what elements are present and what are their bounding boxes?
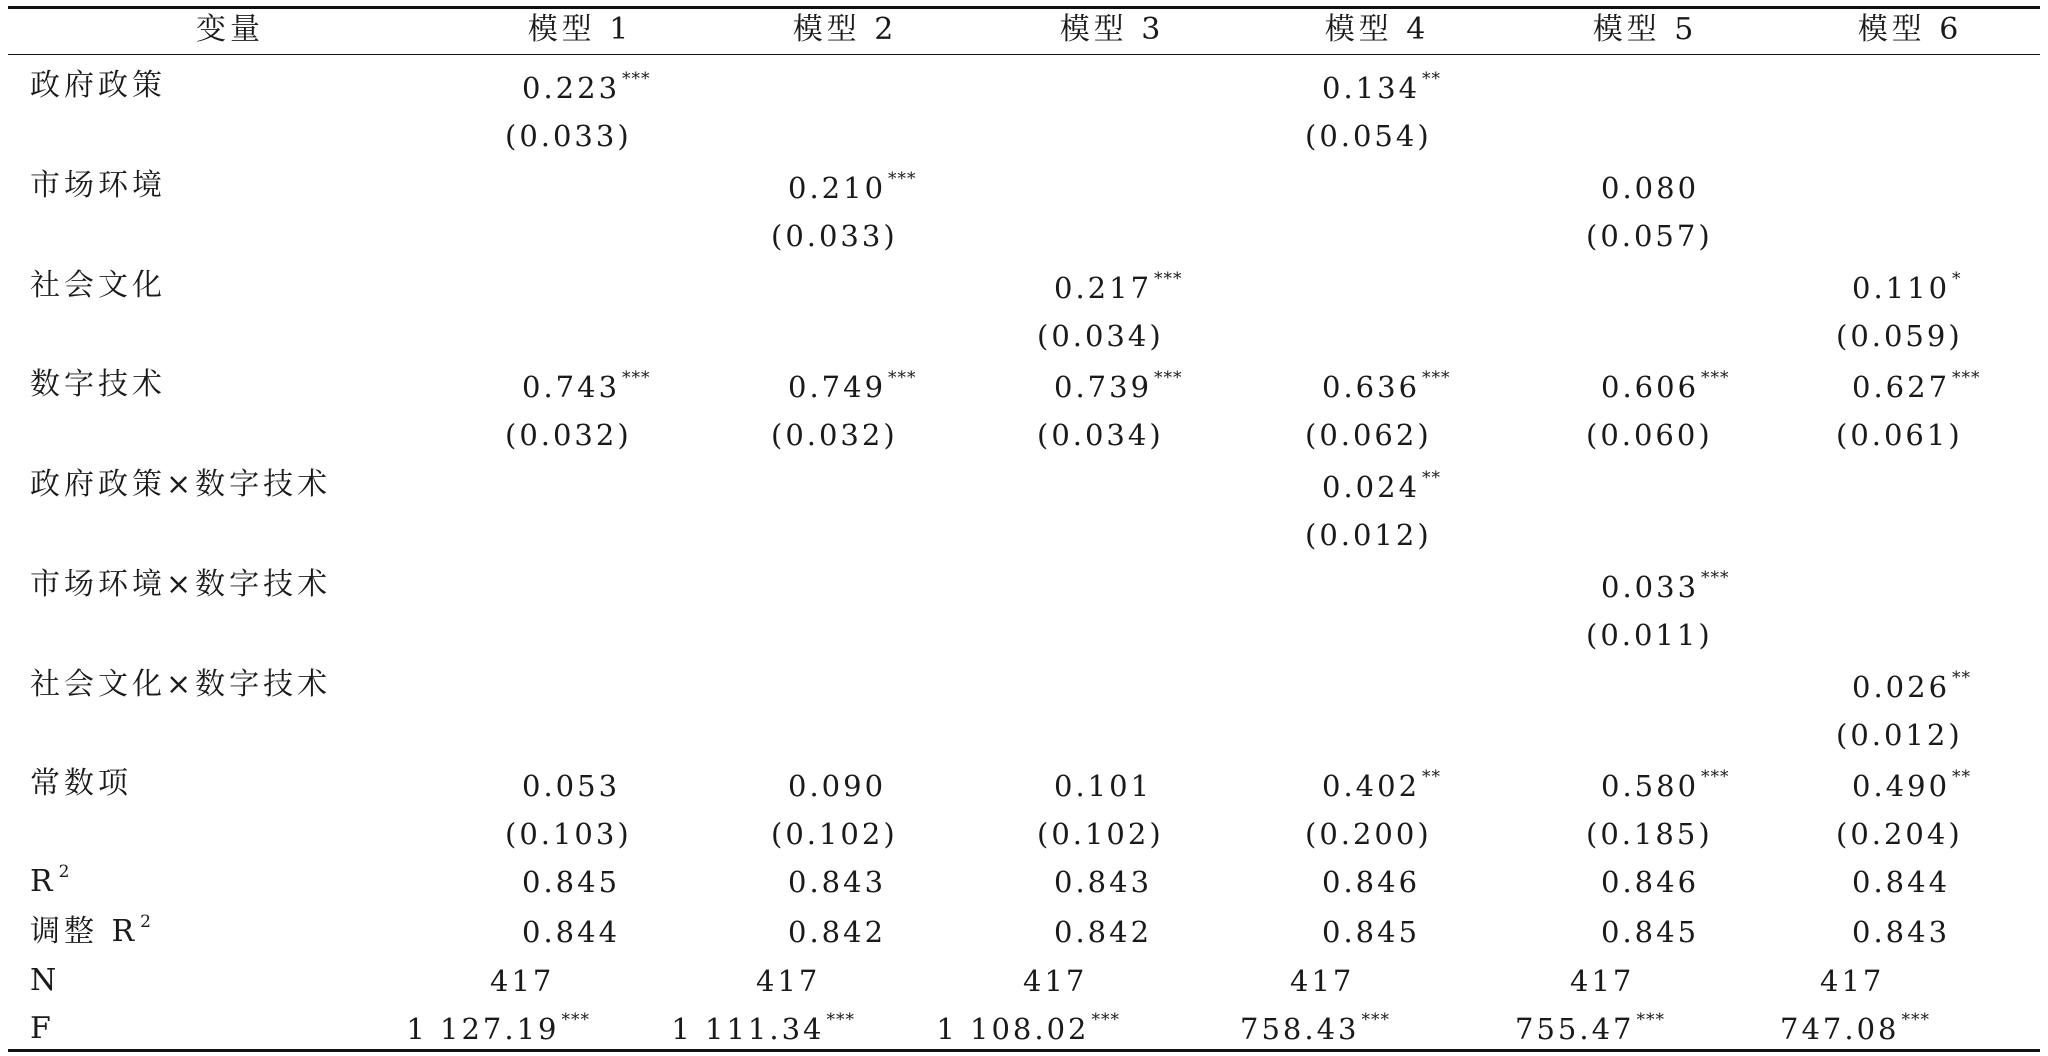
coef-cell-text: 0.606 <box>1601 370 1700 404</box>
stat-value-text: 417 <box>490 964 555 998</box>
se-cell-text: (0.102) <box>771 817 898 851</box>
coef-cell <box>1322 369 1451 410</box>
se-cell <box>1037 318 1164 354</box>
se-cell <box>771 218 898 254</box>
stat-value <box>1054 864 1152 900</box>
stat-label-text: 调整 R <box>30 914 139 949</box>
coef-cell-text: 0.101 <box>1054 769 1153 803</box>
coef-cell-significance: *** <box>622 69 651 89</box>
stat-value <box>788 864 886 900</box>
se-cell-text: (0.032) <box>505 418 632 452</box>
coef-cell <box>1852 369 1981 410</box>
coef-cell <box>788 369 917 410</box>
stat-value <box>522 864 620 900</box>
header-model-1-text: 模型 1 <box>527 12 633 47</box>
se-cell <box>505 118 632 154</box>
coef-cell-significance: *** <box>1952 368 1981 388</box>
stat-value <box>1601 864 1699 900</box>
stat-value-text: 1 108.02 <box>936 1012 1090 1046</box>
stat-value-text: 747.08 <box>1780 1012 1900 1046</box>
coef-cell-significance: *** <box>1154 368 1183 388</box>
se-cell-text: (0.011) <box>1586 618 1713 652</box>
coef-cell <box>1852 768 1971 809</box>
stat-value-significance: *** <box>826 1010 855 1030</box>
coef-cell <box>1601 569 1730 610</box>
header-model-4 <box>1325 12 1430 48</box>
coef-cell <box>1852 270 1962 311</box>
header-model-4-text: 模型 4 <box>1324 12 1430 47</box>
stat-value-text: 0.846 <box>1322 865 1421 899</box>
coef-cell <box>1322 469 1441 510</box>
stat-value <box>756 963 820 999</box>
se-cell-text: (0.033) <box>505 119 632 153</box>
stat-value-text: 417 <box>756 964 821 998</box>
stat-value-significance: *** <box>561 1010 590 1030</box>
stat-label <box>30 1011 55 1047</box>
stat-value-significance: *** <box>1091 1010 1120 1030</box>
coef-cell-significance: ** <box>1422 767 1442 787</box>
coef-cell <box>1601 369 1730 410</box>
se-cell-text: (0.200) <box>1305 817 1432 851</box>
coef-cell <box>1601 170 1699 206</box>
se-cell-text: (0.204) <box>1836 817 1963 851</box>
row-label-text: 数字技术 <box>30 367 166 402</box>
stat-value-text: 417 <box>1023 964 1088 998</box>
header-rule <box>8 54 2040 55</box>
coef-cell-text: 0.627 <box>1852 370 1951 404</box>
stat-value-text: 0.844 <box>1852 865 1951 899</box>
stat-value <box>1290 963 1354 999</box>
stat-label-text: R <box>30 864 57 899</box>
coef-cell <box>788 768 886 804</box>
coef-cell-significance: *** <box>1701 368 1730 388</box>
coef-cell <box>1054 369 1183 410</box>
stat-value-text: 0.842 <box>788 915 887 949</box>
stat-label-significance: 2 <box>140 912 152 932</box>
stat-value-text: 417 <box>1290 964 1355 998</box>
stat-value <box>788 914 886 950</box>
coef-cell-text: 0.210 <box>788 171 887 205</box>
se-cell <box>1305 118 1432 154</box>
stat-value <box>1023 963 1087 999</box>
row-label-text: 社会文化 <box>30 268 166 303</box>
se-cell <box>1305 517 1432 553</box>
se-cell-text: (0.032) <box>771 418 898 452</box>
stat-label <box>30 963 60 999</box>
stat-value-text: 0.842 <box>1054 915 1153 949</box>
top-rule <box>8 6 2040 9</box>
coef-cell-significance: *** <box>1422 368 1451 388</box>
coef-cell-significance: *** <box>1154 269 1183 289</box>
se-cell <box>1586 218 1713 254</box>
coef-cell <box>522 768 620 804</box>
stat-label <box>30 914 152 954</box>
coef-cell-text: 0.110 <box>1852 271 1951 305</box>
row-label <box>30 68 166 104</box>
se-cell <box>1836 816 1963 852</box>
row-label-text: 市场环境 <box>30 168 166 203</box>
stat-value <box>1322 914 1420 950</box>
stat-value-text: 0.845 <box>1601 915 1700 949</box>
stat-value <box>1570 963 1634 999</box>
header-model-3-text: 模型 3 <box>1059 12 1165 47</box>
stat-label-significance: 2 <box>58 862 71 882</box>
row-label-text: 社会文化×数字技术 <box>30 667 332 702</box>
stat-value <box>1852 864 1950 900</box>
coef-cell-text: 0.743 <box>522 370 621 404</box>
se-cell-text: (0.012) <box>1836 718 1963 752</box>
se-cell <box>1305 417 1432 453</box>
stat-value <box>1820 963 1884 999</box>
se-cell-text: (0.034) <box>1037 418 1164 452</box>
se-cell-text: (0.057) <box>1586 219 1713 253</box>
header-model-3 <box>1060 12 1165 48</box>
se-cell-text: (0.061) <box>1836 418 1963 452</box>
coef-cell-text: 0.134 <box>1322 71 1421 105</box>
se-cell-text: (0.102) <box>1037 817 1164 851</box>
coef-cell-significance: ** <box>1422 69 1442 89</box>
coef-cell-significance: *** <box>1701 767 1730 787</box>
header-variable-text: 变量 <box>196 12 264 47</box>
stat-value-text: 755.47 <box>1515 1012 1635 1046</box>
se-cell <box>1037 816 1164 852</box>
row-label <box>30 567 331 603</box>
se-cell <box>505 816 632 852</box>
header-model-5-text: 模型 5 <box>1592 12 1698 47</box>
coef-cell-text: 0.053 <box>522 769 621 803</box>
se-cell-text: (0.185) <box>1586 817 1713 851</box>
se-cell <box>1586 617 1713 653</box>
row-label <box>30 667 331 703</box>
stat-value <box>522 914 620 950</box>
stat-value-text: 0.845 <box>1322 915 1421 949</box>
coef-cell <box>1054 270 1183 311</box>
coef-cell <box>1054 768 1152 804</box>
se-cell-text: (0.054) <box>1305 119 1432 153</box>
header-variable <box>196 12 264 48</box>
row-label <box>30 268 166 304</box>
stat-value <box>406 1011 590 1052</box>
se-cell <box>505 417 632 453</box>
stat-value-text: 1 111.34 <box>671 1012 825 1046</box>
header-model-6-text: 模型 6 <box>1857 12 1963 47</box>
se-cell <box>1836 318 1963 354</box>
stat-value <box>1780 1011 1930 1052</box>
coef-cell <box>1322 768 1441 809</box>
stat-value <box>936 1011 1120 1052</box>
se-cell-text: (0.060) <box>1586 418 1713 452</box>
se-cell <box>1836 417 1963 453</box>
row-label <box>30 467 331 503</box>
stat-value-text: 0.845 <box>522 865 621 899</box>
header-model-1 <box>528 12 633 48</box>
coef-cell-text: 0.636 <box>1322 370 1421 404</box>
coef-cell-significance: ** <box>1422 468 1442 488</box>
stat-value <box>1054 914 1152 950</box>
row-label <box>30 766 132 802</box>
stat-value <box>1322 864 1420 900</box>
coef-cell <box>522 369 651 410</box>
coef-cell <box>1852 669 1971 710</box>
se-cell <box>1305 816 1432 852</box>
stat-value-text: 1 127.19 <box>406 1012 560 1046</box>
stat-label-text: F <box>30 1011 55 1046</box>
coef-cell-text: 0.402 <box>1322 769 1421 803</box>
header-model-5 <box>1593 12 1698 48</box>
coef-cell-text: 0.749 <box>788 370 887 404</box>
stat-value-text: 417 <box>1570 964 1635 998</box>
coef-cell <box>1601 768 1730 809</box>
se-cell <box>1586 417 1713 453</box>
coef-cell-text: 0.024 <box>1322 470 1421 504</box>
coef-cell <box>788 170 917 211</box>
coef-cell-text: 0.490 <box>1852 769 1951 803</box>
coef-cell-significance: ** <box>1952 668 1972 688</box>
stat-value-text: 0.843 <box>788 865 887 899</box>
se-cell-text: (0.103) <box>505 817 632 851</box>
stat-value-significance: *** <box>1361 1010 1390 1030</box>
se-cell <box>771 816 898 852</box>
coef-cell-text: 0.739 <box>1054 370 1153 404</box>
coef-cell-text: 0.223 <box>522 71 621 105</box>
header-model-2-text: 模型 2 <box>792 12 898 47</box>
row-label-text: 市场环境×数字技术 <box>30 567 332 602</box>
stat-value-text: 0.846 <box>1601 865 1700 899</box>
se-cell-text: (0.033) <box>771 219 898 253</box>
stat-value <box>1515 1011 1665 1052</box>
coef-cell-significance: *** <box>622 368 651 388</box>
se-cell <box>771 417 898 453</box>
row-label-text: 政府政策 <box>30 68 166 103</box>
se-cell <box>1037 417 1164 453</box>
se-cell-text: (0.062) <box>1305 418 1432 452</box>
stat-value-text: 758.43 <box>1240 1012 1360 1046</box>
coef-cell-significance: * <box>1952 269 1962 289</box>
coef-cell-significance: *** <box>888 368 917 388</box>
stat-label-text: N <box>30 963 61 998</box>
coef-cell <box>522 70 651 111</box>
stat-value <box>1601 914 1699 950</box>
se-cell-text: (0.034) <box>1037 319 1164 353</box>
stat-value <box>671 1011 855 1052</box>
stat-value <box>1852 914 1950 950</box>
stat-value-text: 0.844 <box>522 915 621 949</box>
coef-cell-text: 0.033 <box>1601 570 1700 604</box>
row-label-text: 政府政策×数字技术 <box>30 467 332 502</box>
se-cell <box>1836 717 1963 753</box>
coef-cell-text: 0.080 <box>1601 171 1700 205</box>
coef-cell-text: 0.580 <box>1601 769 1700 803</box>
coef-cell-significance: *** <box>888 169 917 189</box>
stat-value-text: 0.843 <box>1852 915 1951 949</box>
coef-cell-significance: ** <box>1952 767 1972 787</box>
stat-value-significance: *** <box>1901 1010 1930 1030</box>
coef-cell-text: 0.026 <box>1852 670 1951 704</box>
stat-value-text: 417 <box>1820 964 1885 998</box>
se-cell <box>1586 816 1713 852</box>
stat-value-text: 0.843 <box>1054 865 1153 899</box>
se-cell-text: (0.012) <box>1305 518 1432 552</box>
stat-value-significance: *** <box>1636 1010 1665 1030</box>
coef-cell <box>1322 70 1441 111</box>
coef-cell-significance: *** <box>1701 568 1730 588</box>
header-model-2 <box>793 12 898 48</box>
se-cell-text: (0.059) <box>1836 319 1963 353</box>
coef-cell-text: 0.217 <box>1054 271 1153 305</box>
stat-value <box>490 963 554 999</box>
stat-value <box>1240 1011 1390 1052</box>
coef-cell-text: 0.090 <box>788 769 887 803</box>
row-label <box>30 168 166 204</box>
stat-label <box>30 864 70 904</box>
row-label <box>30 367 166 403</box>
header-model-6 <box>1858 12 1963 48</box>
row-label-text: 常数项 <box>30 766 132 801</box>
